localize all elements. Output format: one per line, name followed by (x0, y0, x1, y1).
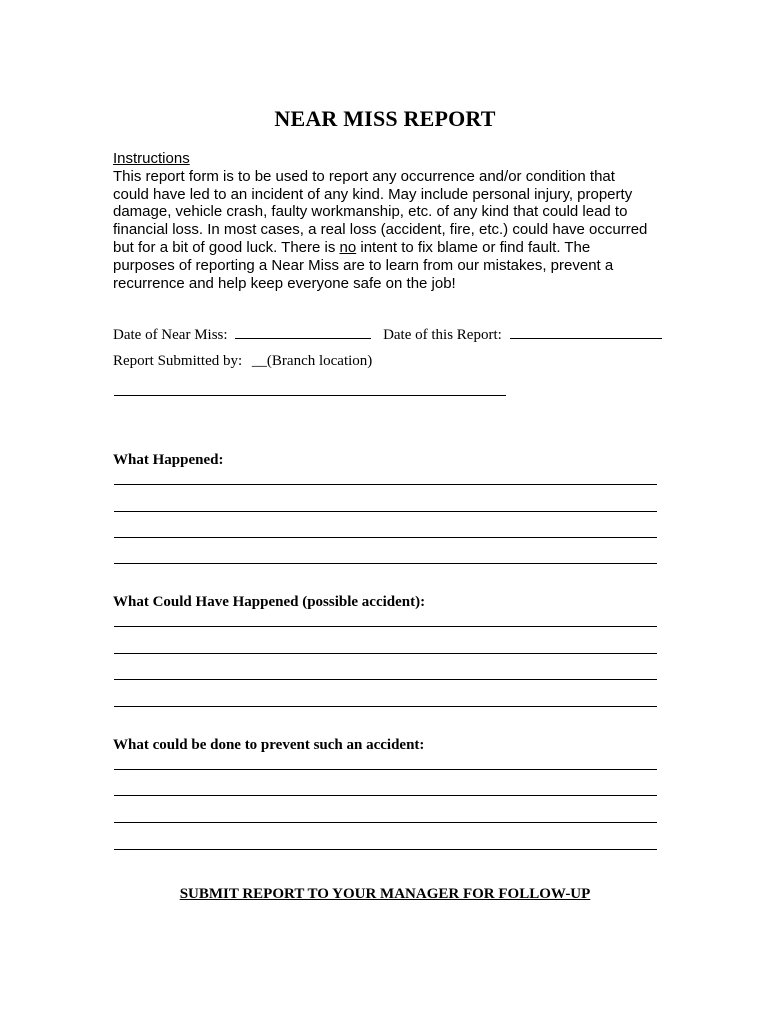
instructions-line: recurrence and help keep everyone safe on the job! (113, 274, 456, 292)
prevention-heading: What could be done to prevent such an accident: (113, 737, 425, 753)
instructions-text: intent to fix blame or find fault. The (356, 238, 591, 256)
what-could-have-happened-line[interactable] (114, 679, 657, 680)
date-of-near-miss-field[interactable] (235, 326, 371, 339)
prevention-line[interactable] (114, 849, 657, 850)
instructions-line: financial loss. In most cases, a real loss (accident, fire, etc.) could have occurred (113, 221, 648, 239)
submitted-by-label: Report Submitted by: (113, 353, 243, 369)
instructions-line (113, 239, 673, 257)
submit-instruction: SUBMIT REPORT TO YOUR MANAGER FOR FOLLOW-UP (179, 886, 591, 902)
what-could-have-happened-line[interactable] (114, 626, 657, 627)
instructions-text: but for a bit of good luck. There is (113, 238, 340, 256)
what-could-have-happened-line[interactable] (114, 653, 657, 654)
prevention-line[interactable] (114, 769, 657, 770)
date-row (113, 326, 662, 344)
instructions-emphasis: no (339, 238, 357, 256)
page-title: NEAR MISS REPORT (274, 106, 496, 131)
instructions-line: purposes of reporting a Near Miss are to learn from our mistakes, prevent a (113, 256, 614, 274)
what-happened-line[interactable] (114, 484, 657, 485)
branch-location-label: __(Branch location) (251, 353, 373, 369)
what-could-have-happened-line[interactable] (114, 706, 657, 707)
date-of-near-miss-label: Date of Near Miss: (113, 327, 228, 343)
what-happened-heading: What Happened: (113, 452, 224, 468)
submitted-by-row (113, 353, 372, 370)
date-of-report-field[interactable] (510, 326, 662, 339)
instructions-line: could have led to an incident of any kind. May include personal injury, property (113, 185, 633, 203)
submitted-by-field[interactable] (114, 395, 506, 396)
prevention-line[interactable] (114, 795, 657, 796)
what-happened-line[interactable] (114, 563, 657, 564)
what-happened-line[interactable] (114, 537, 657, 538)
instructions-heading: Instructions (113, 150, 190, 167)
what-happened-line[interactable] (114, 511, 657, 512)
instructions-block (113, 150, 673, 292)
what-could-have-happened-heading: What Could Have Happened (possible accident): (113, 594, 426, 610)
prevention-line[interactable] (114, 822, 657, 823)
instructions-line: This report form is to be used to report any occurrence and/or condition that (113, 167, 615, 185)
date-of-report-label: Date of this Report: (383, 327, 502, 343)
instructions-line: damage, vehicle crash, faulty workmanship, etc. of any kind that could lead to (113, 203, 628, 221)
